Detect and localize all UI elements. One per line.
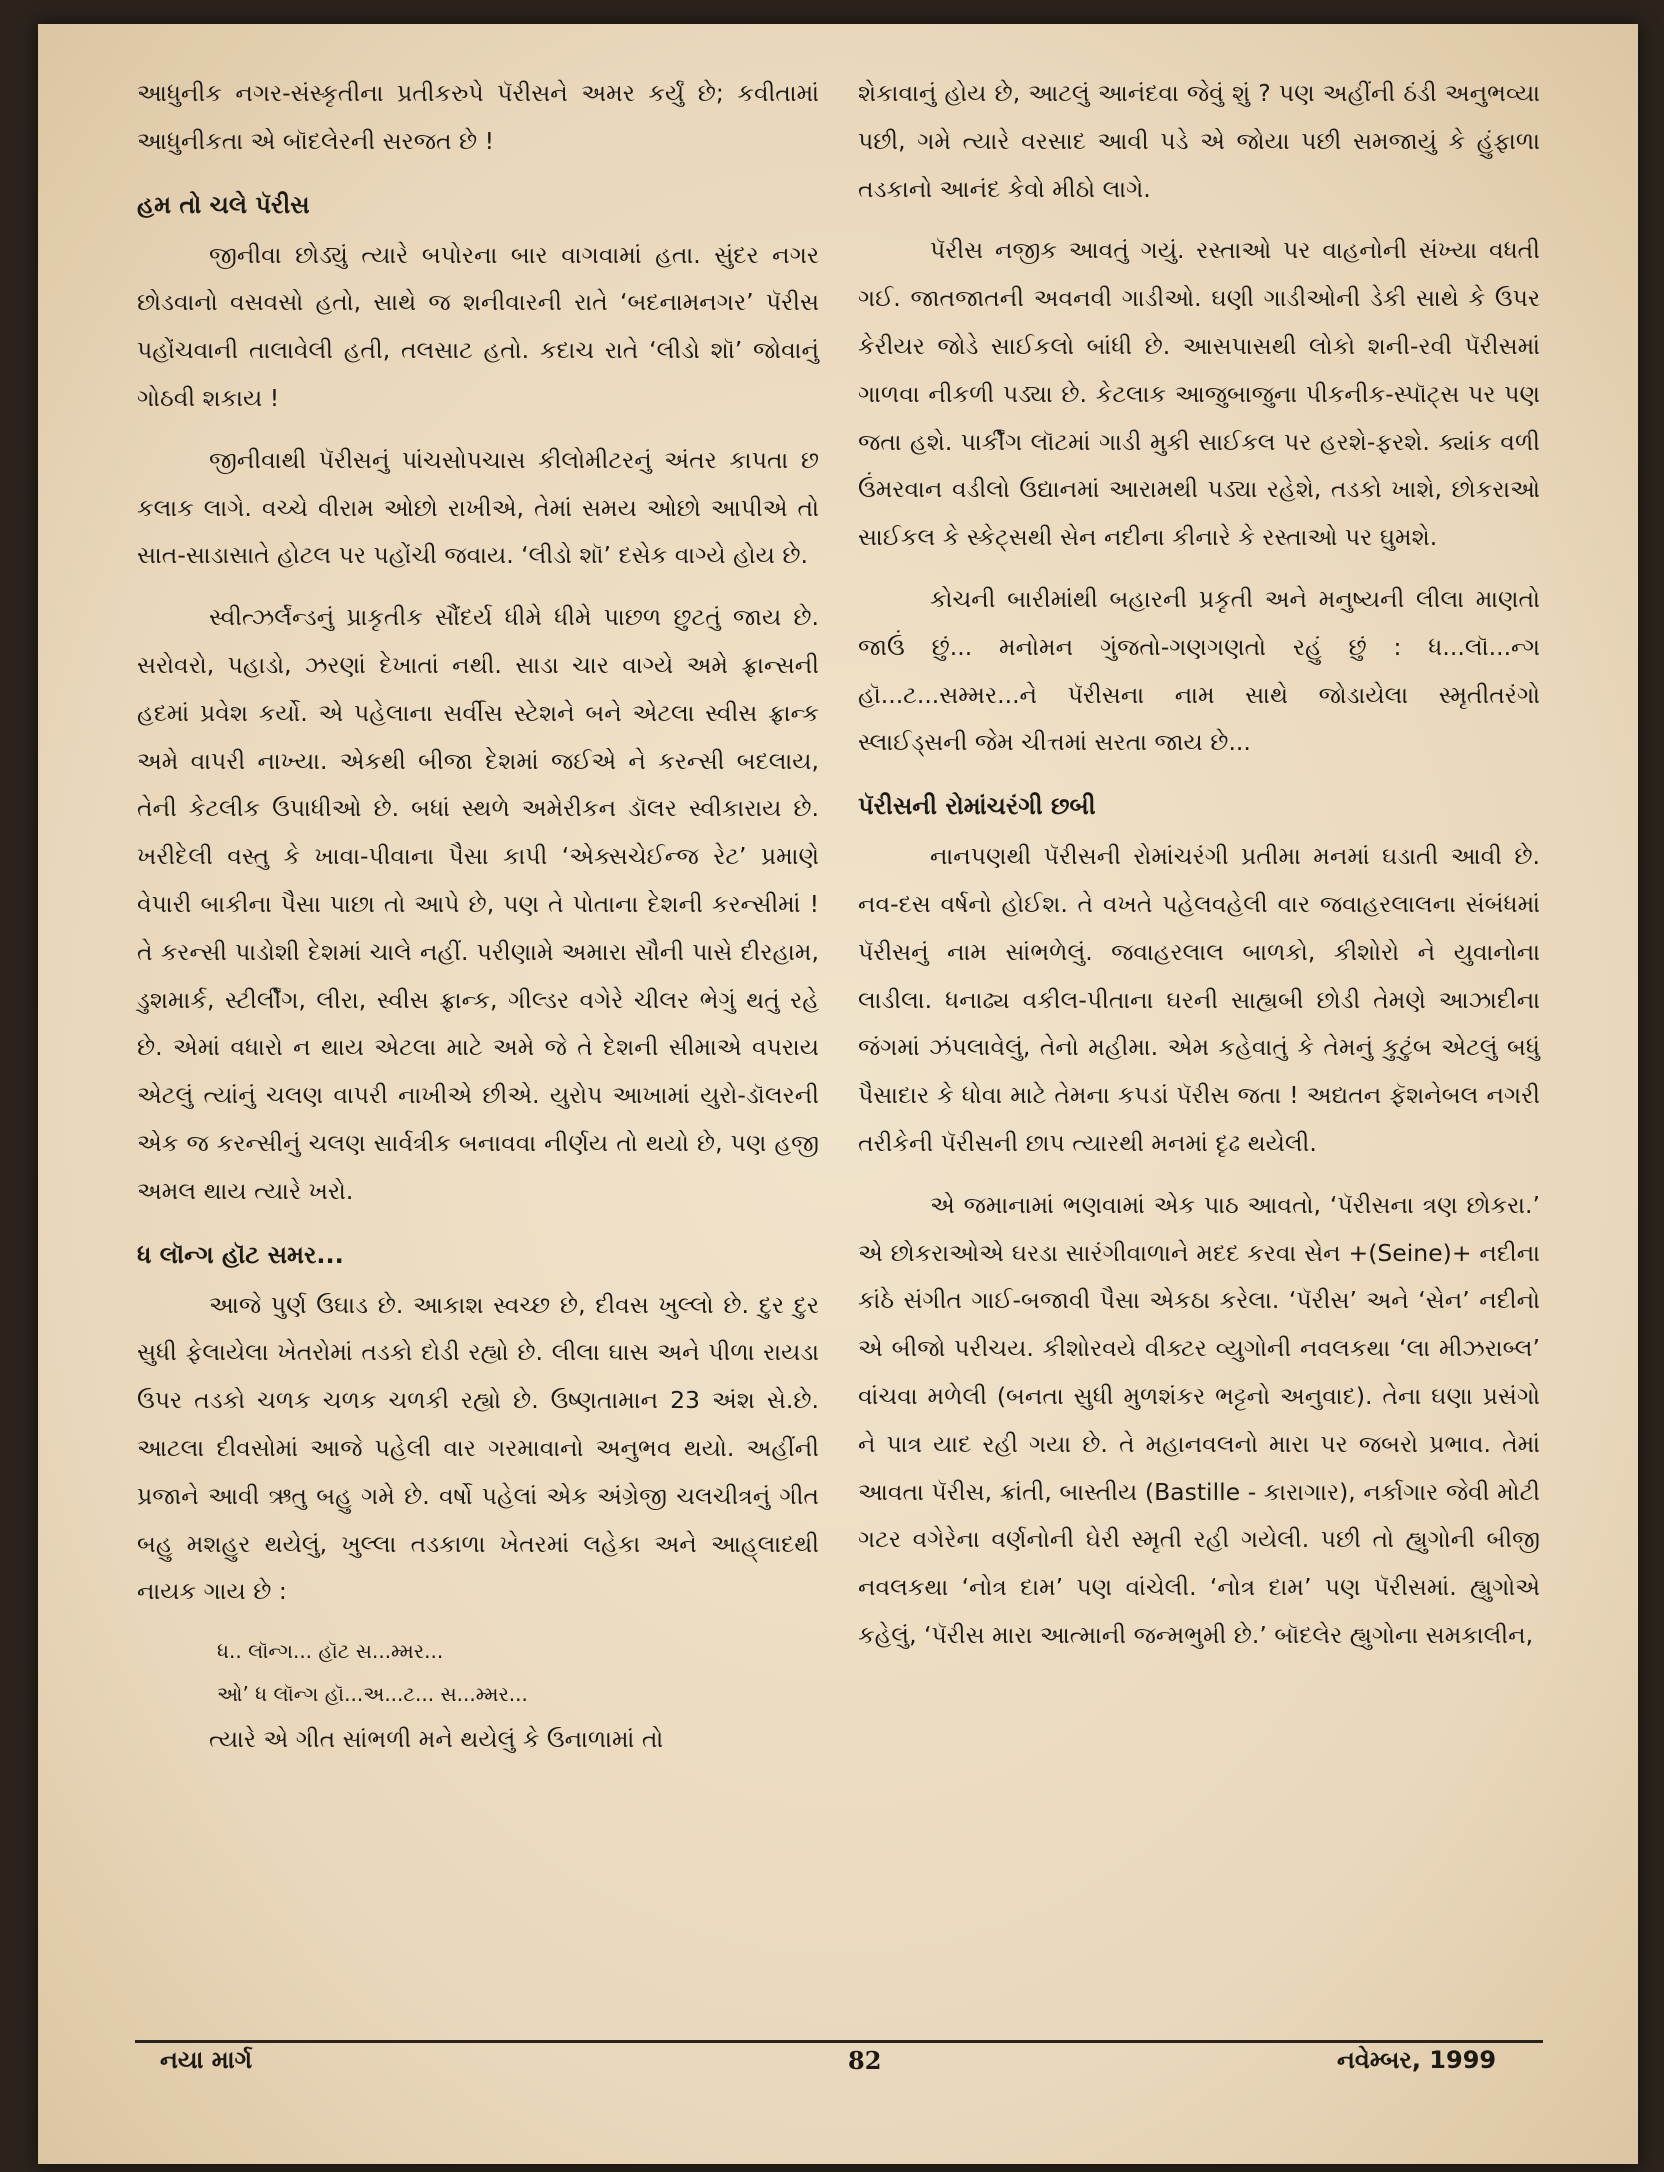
paragraph: સ્વીત્ઝર્લૅન્ડનું પ્રાકૃતીક સૌંદર્ય ધીમે ધીમે પાછળ છુટતું જાય છે. સરોવરો, પહાડો, ઝરણાં દેખાતાં નથી. સાડા ચાર વાગ્યે અમે ફ્રાન્સની હદમાં પ્રવેશ કર્યો. એ પહેલાના સર્વીસ સ્ટેશને બને એટલા સ્વીસ ફ્રાન્ક અમે વાપરી નાખ્યા. એકથી બીજા દેશમાં જઈએ ને કરન્સી બદલાય, તેની કેટલીક ઉપાધીઓ છે. બધાં સ્થળે અમેરીકન ડૉલર સ્વીકારાય છે. ખરીદેલી વસ્તુ કે ખાવા-પીવાના પૈસા કાપી ‘એક્સચેઈન્જ રેટ’ પ્રમાણે વેપારી બાકીના પૈસા પાછા તો આપે છે, પણ તે પોતાના દેશની કરન્સીમાં ! તે કરન્સી પાડોશી દેશમાં ચાલે નહીં. પરીણામે અમારા સૌની પાસે દીરહામ, ડુશમાર્ક, સ્ટીર્લીંગ, લીરા, સ્વીસ ફ્રાન્ક, ગીલ્ડર વગેરે ચીલર ભેગું થતું રહે છે. એમાં વધારો ન થાય એટલા માટે અમે જે તે દેશની સીમાએ વપરાય એટલું ત્યાંનું ચલણ વાપરી નાખીએ છીએ. યુરોપ આખામાં યુરો-ડૉલરની એક જ કરન્સીનું ચલણ સાર્વત્રીક બનાવવા નીર્ણય તો થયો છે, પણ હજી અમલ થાય ત્યારે ખરો.: [137, 603, 819, 1205]
paragraph: આજે પુર્ણ ઉઘાડ છે. આકાશ સ્વચ્છ છે, દીવસ ખુલ્લો છે. દુર દુર સુધી ફેલાયેલા ખેતરોમાં તડકો દોડી રહ્યો છે. લીલા ઘાસ અને પીળા રાયડા ઉપર તડકો ચળક ચળક ચળકી રહ્યો છે. ઉષ્ણતામાન 23 અંશ સે.છે. આટલા દીવસોમાં આજે પહેલી વાર ગરમાવાનો અનુભવ થયો. અહીંની પ્રજાને આવી ઋતુ બહુ ગમે છે. વર્ષો પહેલાં એક અંગ્રેજી ચલચીત્રનું ગીત બહુ મશહુર થયેલું, ખુલ્લા તડકાળા ખેતરમાં લહેકા અને આહ્‌લાદથી નાયક ગાય છે :: [137, 1290, 819, 1606]
journal-name: નયા માર્ગ: [160, 2046, 253, 2074]
paragraph: જીનીવા છોડ્યું ત્યારે બપોરના બાર વાગવામાં હતા. સુંદર નગર છોડવાનો વસવસો હતો, સાથે જ શનીવારની રાતે ‘બદનામનગર’ પૅરીસ પહોંચવાની તાલાવેલી હતી, તલસાટ હતો. કદાચ રાતે ‘લીડો શૉ’ જોવાનું ગોઠવી શકાય !: [137, 240, 819, 412]
issue-date: નવેમ્બર, 1999: [1337, 2046, 1497, 2074]
paragraph: આધુનીક નગર-સંસ્કૃતીના પ્રતીકરુપે પૅરીસને અમર કર્યું છે; કવીતામાં આધુનીકતા એ બૉદલેરની સરજત છે !: [137, 79, 819, 155]
paragraph: એ જમાનામાં ભણવામાં એક પાઠ આવતો, ‘પૅરીસના ત્રણ છોકરા.’ એ છોકરાઓએ ઘરડા સારંગીવાળાને મદદ કરવા સેન +(Seine)+ નદીના કાંઠે સંગીત ગાઈ-બજાવી પૈસા એકઠા કરેલા. ‘પૅરીસ’ અને ‘સેન’ નદીનો એ બીજો પરીચય. કીશોરવયે વીક્ટર વ્યુગોની નવલકથા ‘લા મીઝરાબ્લ’ વાંચવા મળેલી (બનતા સુધી મુળશંકર ભટ્ટનો અનુવાદ). તેના ઘણા પ્રસંગો ને પાત્ર યાદ રહી ગયા છે. તે મહાનવલનો મારા પર જબરો પ્રભાવ. તેમાં આવતા પૅરીસ, ક્રાંતી, બાસ્તીય (Bastille - કારાગાર), નર્કાગાર જેવી મોટી ગટર વગેરેના વર્ણનોની ઘેરી સ્મૃતી રહી ગયેલી. પછી તો હ્યુગોની બીજી નવલકથા ‘નોત્ર દામ’ પણ વાંચેલી. ‘નોત્ર દામ’ પણ પૅરીસમાં. હ્યુગોએ કહેલું, ‘પૅરીસ મારા આત્માની જન્મભુમી છે.’ બૉદલેર હ્યુગોના સમકાલીન,: [858, 1190, 1540, 1649]
paragraph: નાનપણથી પૅરીસની રોમાંચરંગી પ્રતીમા મનમાં ઘડાતી આવી છે. નવ-દસ વર્ષનો હોઈશ. તે વખતે પહેલવહેલી વાર જવાહરલાલના સંબંધમાં પૅરીસનું નામ સાંભળેલું. જવાહરલાલ બાળકો, કીશોરો ને યુવાનોના લાડીલા. ધનાઢ્ય વકીલ-પીતાના ઘરની સાહ્યબી છોડી તેમણે આઝાદીના જંગમાં ઝંપલાવેલું, તેનો મહીમા. એમ કહેવાતું કે તેમનું કુટુંબ એટલું બધું પૈસાદાર કે ધોવા માટે તેમના કપડાં પૅરીસ જતા ! અદ્યતન ફૅશનેબલ નગરી તરીકેની પૅરીસની છાપ ત્યારથી મનમાં દૃઢ થયેલી.: [858, 842, 1540, 1157]
right-column: [858, 70, 1540, 1674]
paragraph: ત્યારે એ ગીત સાંભળી મને થયેલું કે ઉનાળામાં તો: [209, 1725, 664, 1754]
song-line: ધ.. લૉન્ગ... હૉટ સ...મ્મર...: [217, 1639, 444, 1664]
section-heading: હમ તો ચલે પૅરીસ: [137, 190, 310, 219]
footer-rule: [135, 2040, 1543, 2043]
paragraph: જીનીવાથી પૅરીસનું પાંચસોપચાસ કીલોમીટરનું અંતર કાપતા છ કલાક લાગે. વચ્ચે વીરામ ઓછો રાખીએ, તેમાં સમય ઓછો આપીએ તો સાત-સાડાસાતે હોટલ પર પહોંચી જવાય. ‘લીડો શૉ’ દસેક વાગ્યે હોય છે.: [137, 445, 819, 570]
section-heading: ધ લૉન્ગ હૉટ સમર...: [137, 1240, 344, 1269]
page-number: 82: [848, 2046, 882, 2075]
paragraph: પૅરીસ નજીક આવતું ગયું. રસ્તાઓ પર વાહનોની સંખ્યા વધતી ગઈ. જાતજાતની અવનવી ગાડીઓ. ઘણી ગાડીઓની ડેકી સાથે કે ઉપર કેરીયર જોડે સાઈકલો બાંધી છે. આસપાસથી લોકો શની-રવી પૅરીસમાં ગાળવા નીકળી પડ્યા છે. કેટલાક આજુબાજુના પીકનીક-સ્પૉટ્સ પર પણ જતા હશે. પાર્કીંગ લૉટમાં ગાડી મુકી સાઈકલ પર હરશે-ફરશે. ક્યાંક વળી ઉંમરવાન વડીલો ઉદ્યાનમાં આરામથી પડ્યા રહેશે, તડકો ખાશે, છોકરાઓ સાઈકલ કે સ્કેટ્સથી સેન નદીના કીનારે કે રસ્તાઓ પર ઘુમશે.: [858, 236, 1540, 552]
paragraph: કોચની બારીમાંથી બહારની પ્રકૃતી અને મનુષ્યની લીલા માણતો જાઉં છું... મનોમન ગુંજતો-ગણગણતો રહું છું : ધ...લૉ...ન્ગ હૉ...ટ...સમ્મર...ને પૅરીસના નામ સાથે જોડાયેલા સ્મૃતીતરંગો સ્લાઈડ્સની જેમ ચીત્તમાં સરતા જાય છે...: [858, 584, 1540, 757]
song-line: ઓ’ ધ લૉન્ગ હૉ...અ...ટ... સ...મ્મર...: [217, 1682, 528, 1707]
section-heading: પૅરીસની રોમાંચરંગી છબી: [858, 792, 1096, 821]
paragraph: શેકાવાનું હોય છે, આટલું આનંદવા જેવું શું ? પણ અહીંની ઠંડી અનુભવ્યા પછી, ગમે ત્યારે વરસાદ આવી પડે એ જોયા પછી સમજાયું કે હુંફાળા તડકાનો આનંદ કેવો મીઠો લાગે.: [858, 79, 1540, 203]
left-column: [137, 70, 819, 1778]
